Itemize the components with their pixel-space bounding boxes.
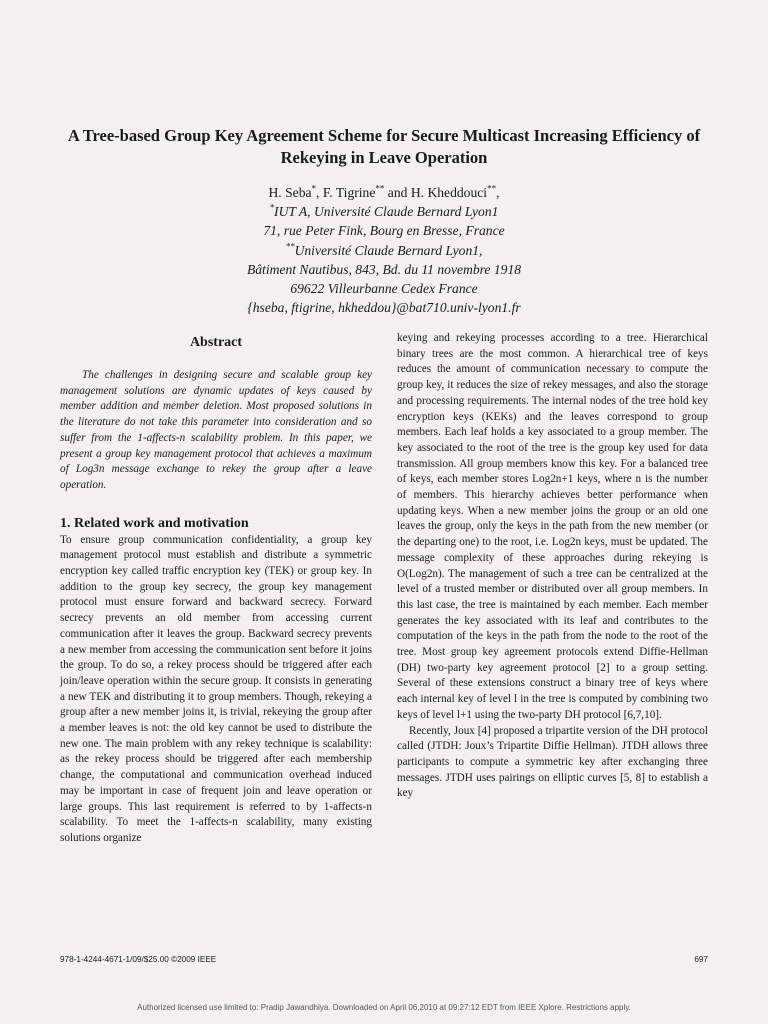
author-2: F. Tigrine xyxy=(322,185,376,200)
author-block xyxy=(100,183,668,317)
section-1-heading: 1. Related work and motivation xyxy=(60,515,249,531)
author-names: H. Seba*, F. Tigrine** and H. Kheddouci**, xyxy=(268,183,500,200)
right-column-paragraph-2: Recently, Joux [4] proposed a tripartite version of the DH protocol called (JTDH: Joux’s Tripartite Diffie Hellman). JTDH allows three participants to compute a symmetric key after exchanging three messages. JTDH uses pairings on elliptic curves [5, 8] to establish a key xyxy=(397,724,708,800)
affiliation-1-address: 71, rue Peter Fink, Bourg en Bresse, France xyxy=(263,223,505,239)
paper-title: A Tree-based Group Key Agreement Scheme for Secure Multicast Increasing Efficiency of Rekeying in Leave Operation xyxy=(67,126,701,167)
affiliation-2-address-2: 69622 Villeurbanne Cedex France xyxy=(290,281,478,297)
affiliation-2 xyxy=(100,241,668,260)
author-emails: {hseba, ftigrine, hkheddou}@bat710.univ-lyon1.fr xyxy=(247,300,521,316)
footer-page-number: 697 xyxy=(694,955,708,964)
section-1-paragraph-1: To ensure group communication confidentiality, a group key management protocol must establish and distribute a symmetric encryption key called traffic encryption key (TEK) or group key. In addition to the group key secrecy, the group key management protocol must ensure forward and backward secrecy. Forward secrecy prevents an old member from accessing current communication after it leaves the group. Backward secrecy prevents a new member from accessing the communication sent before it joins the group. To do so, a rekey process should be triggered after each join/leave operation within the secure group. It consists in generating a new TEK and distributing it to group members. Though, rekeying a group after a new member joins it, is trivial, rekeying the group after a member leaves is not: the old key cannot be used to distribute the new one. The main problem with any rekey technique is scalability: as the rekey process should be triggered after each membership change, the computational and communication overhead induced may be important in case of frequent join and leave operation or large groups. This last requirement is referred to by 1-affects-n scalability. To meet the 1-affects-n scalability, many existing solutions organize xyxy=(60,533,372,844)
affiliation-2-address-1: Bâtiment Nautibus, 843, Bd. du 11 novembre 1918 xyxy=(246,261,522,277)
abstract-heading: Abstract xyxy=(189,335,243,350)
author-2-mark: ** xyxy=(375,183,385,194)
affiliation-2-name: Université Claude Bernard Lyon1, xyxy=(294,242,483,258)
right-column xyxy=(397,331,708,802)
right-column-paragraph-1: keying and rekeying processes according to a tree. Hierarchical binary trees are the most common. A hierarchical tree of keys reduces the amount of communication necessary to compute the group key, it reduces the size of rekey messages, and also the storage and processing requirements. The internal nodes of the tree hold key encryption keys (KEKs) and the leaves correspond to group members. Each leaf holds a key associated to a group member. The key associated to the root of the tree is the group key used for data transmission. All group members know this key. For a balanced tree of keys, each member stores Log2n+1 keys, where n is the number of members. This hierarchy achieves better performance when updating keys. When a new member joins the group or an old one leaves the group, only the keys in the path from the new member (or the departing one) to the root, i.e. Log2n keys, must be updated. The message complexity of these approaches during rekeying is O(Log2n). The management of such a tree can be centralized at the level of a trusted member or distributed over all group members. In this last case, the tree is maintained by each member. Each member generates the key associated with its leaf and contributes to the computation of the keys in the path from the node to the root of the tree. Most group key agreement protocols extend Diffie-Hellman (DH) two-party key agreement protocol [2] to a group setting. Several of these extensions construct a binary tree of keys where each internal key of level l in the tree is computed by combining two keys of level l+1 using the two-party DH protocol [6,7,10]. xyxy=(397,332,708,721)
license-notice: Authorized licensed use limited to: Pradip Jawandhiya. Downloaded on April 06,2010 at 09:27:12 EDT from IEEE Xplore. Restrictions apply. xyxy=(137,1003,631,1012)
affiliation-1-mark: * xyxy=(269,202,275,213)
left-column xyxy=(60,331,372,847)
author-trailing: , xyxy=(496,185,500,200)
author-3: H. Kheddouci xyxy=(410,185,488,200)
author-3-mark: ** xyxy=(487,183,497,194)
abstract-text: The challenges in designing secure and scalable group key management solutions are dynamic updates of keys caused by member addition and member deletion. Most proposed solutions in the literature do not take this parameter into consideration and so suffer from the 1-affects-n scalability problem. In this paper, we present a group key management protocol that achieves a maximum of Log3n message exchange to rekey the group after a leave operation. xyxy=(60,369,372,491)
author-1: H. Seba xyxy=(268,185,312,200)
affiliation-1-name: IUT A, Université Claude Bernard Lyon1 xyxy=(274,204,499,220)
author-and: and xyxy=(384,185,411,200)
affiliation-1 xyxy=(100,202,668,221)
footer-copyright: 978-1-4244-4671-1/09/$25.00 ©2009 IEEE xyxy=(60,955,217,964)
author-1-mark: * xyxy=(311,183,317,194)
affiliation-2-mark: ** xyxy=(285,241,295,252)
